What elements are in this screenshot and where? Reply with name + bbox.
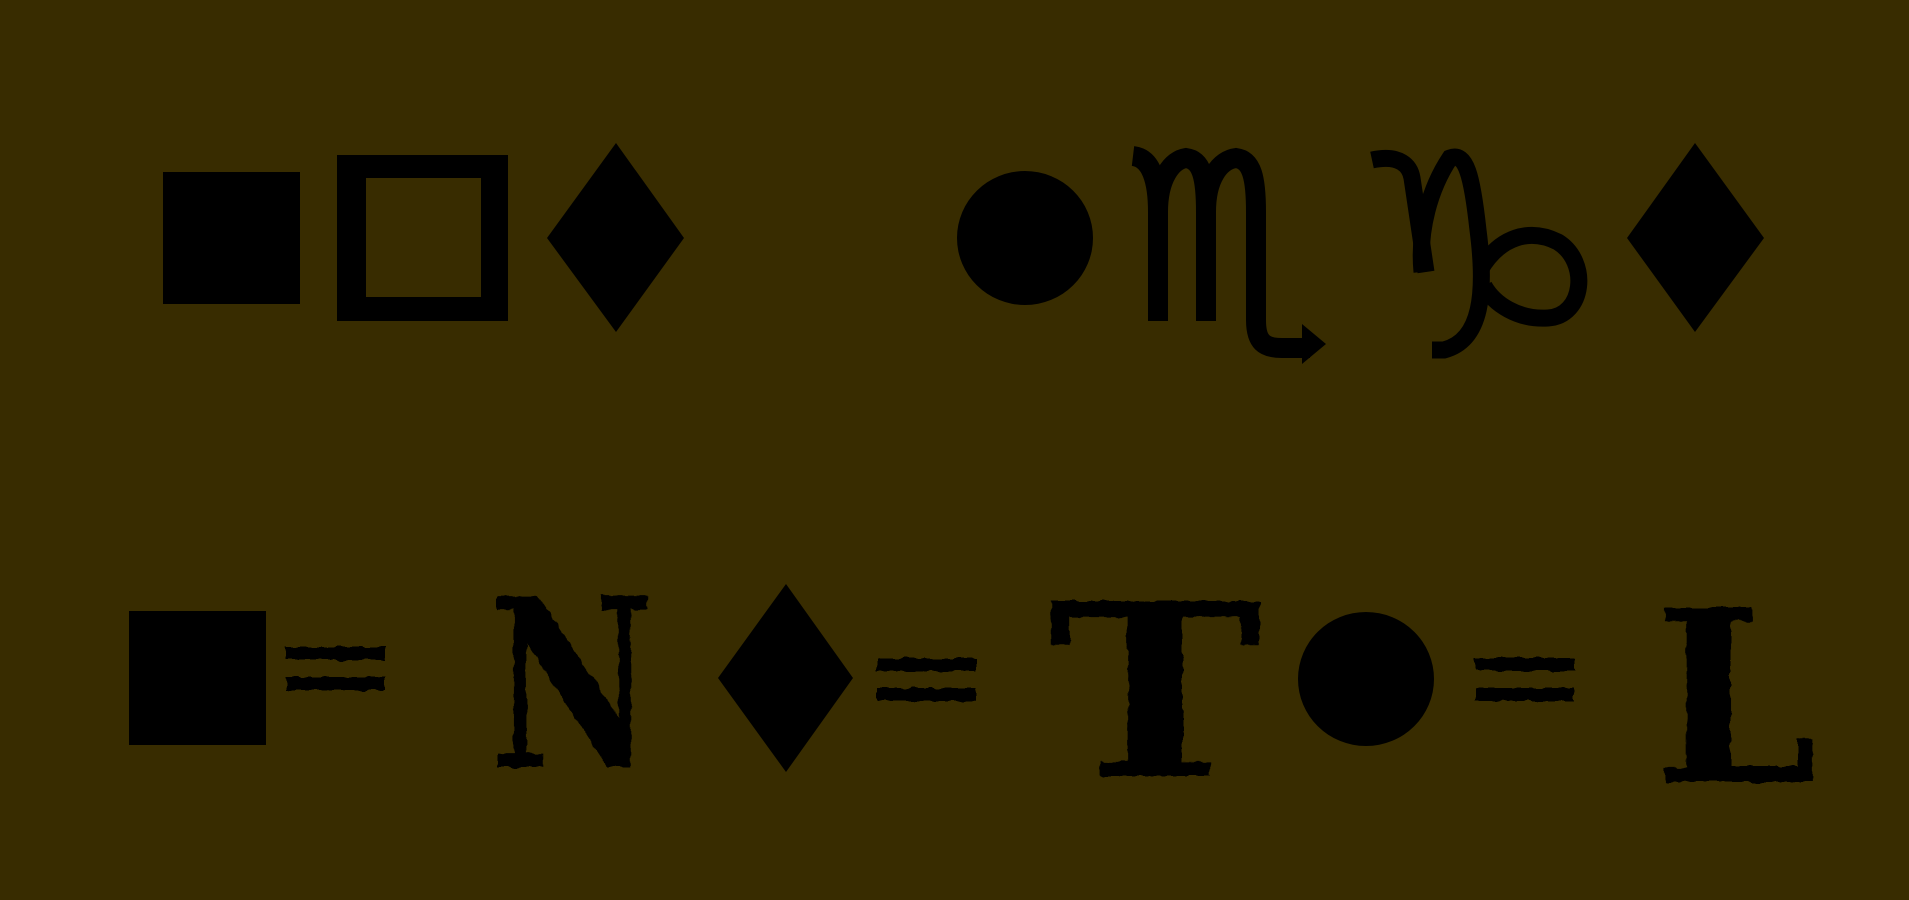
- circle-icon: [957, 171, 1093, 305]
- key-letter-l: L: [1654, 557, 1818, 839]
- key-circle-icon: [1298, 612, 1434, 746]
- key-square-filled-icon: [129, 611, 266, 745]
- key-letter-t: T: [1047, 551, 1263, 833]
- square-filled-icon: [163, 172, 300, 304]
- key-letter-n: N: [489, 547, 655, 823]
